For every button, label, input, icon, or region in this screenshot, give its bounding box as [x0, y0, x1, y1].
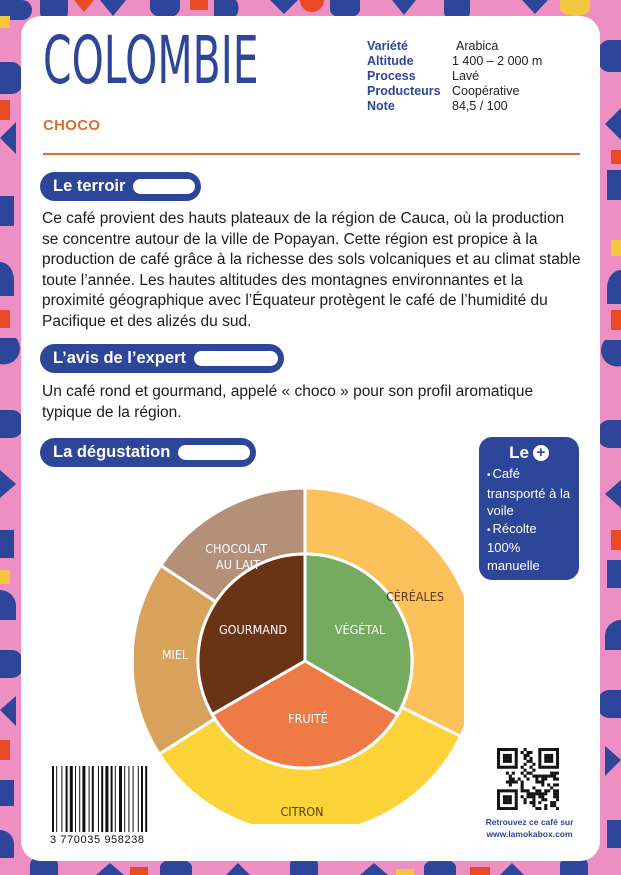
plus-box-heading — [487, 443, 571, 463]
flavor-wheel — [134, 484, 464, 824]
plus-circle-icon: + — [533, 445, 549, 461]
spec-value: 1 400 – 2 000 m — [452, 54, 543, 68]
qr-code-icon — [497, 748, 559, 810]
heading-pill-slot — [194, 351, 278, 366]
expert-paragraph: Un café rond et gourmand, appelé « choco » pour son profil aromatique typique de la région. — [42, 383, 534, 421]
specs-table — [367, 39, 542, 114]
product-card — [21, 16, 600, 861]
qr-caption-line1: Retrouvez ce café sur — [485, 817, 574, 827]
barcode — [52, 766, 170, 832]
wheel-label-chocolat: CHOCOLAT AU LAIT — [205, 541, 268, 572]
spec-value: Coopérative — [452, 84, 520, 98]
spec-row-altitude — [367, 54, 542, 69]
wheel-label-vegetal: VÉGÉTAL — [334, 622, 386, 637]
divider-rule — [43, 153, 580, 155]
barcode-number: 3 770035 958238 — [50, 834, 145, 846]
coffee-name: CHOCO — [43, 117, 101, 134]
section-heading-degustation — [40, 438, 256, 467]
plus-box — [479, 437, 579, 580]
wheel-label-gourmand: GOURMAND — [218, 622, 288, 637]
wheel-label-fruite: FRUITÉ — [288, 711, 328, 726]
spec-label: Variété — [367, 39, 409, 53]
section-heading-text: Le terroir — [53, 177, 126, 195]
heading-pill-slot — [178, 445, 250, 460]
plus-box-item-text: Café transporté à la voile — [487, 466, 571, 518]
origin-title: COLOMBIE — [43, 22, 259, 99]
qr-caption-url: www.lamokabox.com — [486, 829, 573, 839]
spec-label: Process — [367, 69, 416, 83]
wheel-label-cereales: CÉRÉALES — [385, 589, 445, 604]
section-heading-terroir — [40, 172, 201, 201]
wheel-label-miel: MIEL — [161, 647, 189, 662]
spec-row-note — [367, 99, 542, 114]
bullet-icon: • — [487, 524, 491, 536]
spec-value: 84,5 / 100 — [452, 99, 508, 113]
plus-box-item — [487, 520, 571, 575]
plus-box-item — [487, 465, 571, 520]
terroir-paragraph: Ce café provient des hauts plateaux de la région de Cauca, où la production se concentre autour de la ville de Popayan. Cette région est propice à la production de café grâce à la richesse des sols volcaniques et au climat stable toute l’année. Les hautes altitudes des montagnes environnantes et la proximité géographique avec l’Équateur protègent le café de l’humidité du Pacifique et des alizés du sud. — [42, 210, 581, 330]
spec-value: Arabica — [456, 39, 499, 53]
spec-row-process — [367, 69, 542, 84]
section-heading-expert — [40, 344, 284, 373]
bullet-icon: • — [487, 470, 491, 481]
section-heading-text: La dégustation — [53, 443, 171, 461]
heading-pill-slot — [133, 179, 195, 194]
plus-box-heading-text: Le — [509, 443, 529, 462]
wheel-label-citron: CITRON — [280, 804, 324, 819]
spec-row-variete — [367, 39, 542, 54]
spec-value: Lavé — [452, 69, 480, 83]
spec-label: Note — [367, 99, 395, 113]
section-heading-text: L’avis de l’expert — [53, 349, 186, 367]
plus-box-item-text: Récolte 100% manuelle — [487, 520, 540, 573]
qr-caption — [467, 816, 592, 840]
spec-label: Producteurs — [367, 84, 441, 98]
spec-label: Altitude — [367, 54, 414, 68]
spec-row-producteurs — [367, 84, 542, 99]
